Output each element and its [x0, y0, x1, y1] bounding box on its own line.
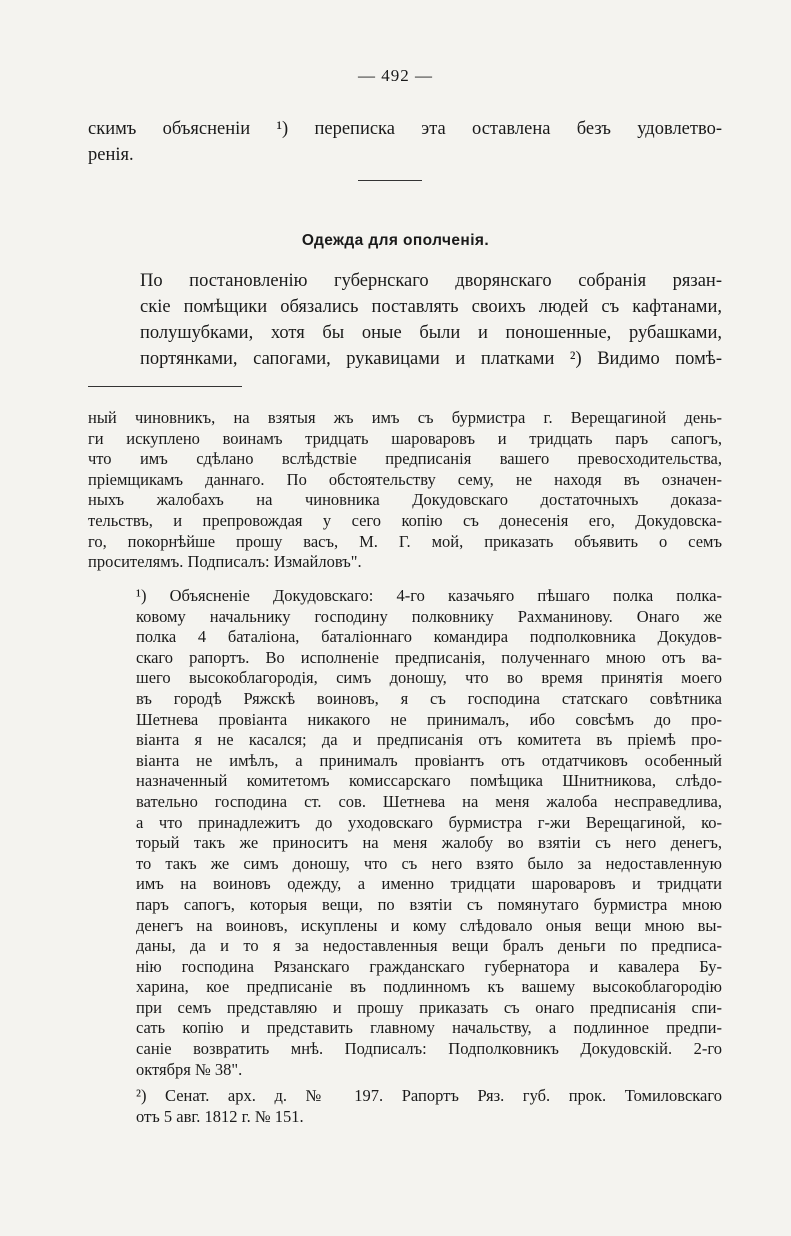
- footnote-line: тельствъ, и препровождая у сего копію съ донесенія его, Докудовска-: [88, 510, 722, 530]
- footnote-line: саніе возвратить мнѣ. Подписалъ: Подполковникъ Докудовскій. 2-го: [136, 1039, 722, 1059]
- text-line: скіе помѣщики обязались поставлять своихъ людей съ кафтанами,: [140, 297, 722, 317]
- footnote-line: отъ 5 авг. 1812 г. № 151.: [136, 1106, 304, 1126]
- text-line: портянками, сапогами, рукавицами и платками ²) Видимо помѣ-: [140, 349, 722, 369]
- footnote-line: паръ сапогъ, которыя вещи, по взятіи съ помянутаго бурмистра мною: [136, 894, 722, 914]
- footnote-line: харина, кое предписаніе въ подлинномъ къ вашему высокоблагородію: [136, 977, 722, 997]
- text-line: полушубками, хотя бы оные были и поношенные, рубашками,: [140, 323, 722, 343]
- main-paragraph: [88, 268, 722, 372]
- footnote-line: нію господина Рязанскаго гражданскаго губернатора и кавалера Бу-: [136, 956, 722, 976]
- page-number: — 492 —: [358, 66, 433, 85]
- footnote-line: денегъ на воиновъ, искуплены и кому слѣдовало оныя вещи мною вы-: [136, 915, 722, 935]
- footnote-line: сать копію и представить главному начальству, а подлинное предпи-: [136, 1018, 722, 1038]
- footnote-line: при семъ представляю и прошу приказать съ онаго предписанія спи-: [136, 997, 722, 1017]
- footnote-line: ги искуплено воинамъ тридцать шароваровъ и тридцать паръ сапогъ,: [88, 428, 722, 448]
- footnote-1: [88, 586, 722, 1080]
- footnote-line: даны, да и то я за недоставленныя вещи бралъ деньги по предписа-: [136, 936, 722, 956]
- text-line: ренія.: [88, 145, 134, 165]
- footnote-line: віанта я не касался; да и предписанія отъ комитета въ пріемѣ про-: [136, 730, 722, 750]
- footnote-line: ныхъ жалобахъ на чиновника Докудовскаго достаточныхъ доказа-: [88, 490, 722, 510]
- footnote-2: [88, 1086, 722, 1127]
- footnote-line: віанта не имѣлъ, а принималъ провіантъ отъ отдатчиковъ особенный: [136, 750, 722, 770]
- footnote-line: ²) Сенат. арх. д. № 197. Рапортъ Ряз. губ. прок. Томиловскаго: [136, 1086, 722, 1105]
- footnote-line: вательно господина ст. сов. Шетнева на меня жалоба несправедлива,: [136, 791, 722, 811]
- footnote-line: а что принадлежитъ до уходовскаго бурмистра г-жи Верещагиной, ко-: [136, 812, 722, 832]
- footnote-line: ный чиновникъ, на взятыя жъ имъ съ бурмистра г. Верещагиной день-: [88, 408, 722, 427]
- section-separator: [358, 180, 422, 181]
- footnote-line: скаго рапортъ. Во исполненіе предписанія, полученнаго мною отъ ва-: [136, 647, 722, 667]
- footnote-line: полка 4 баталіона, баталіоннаго командира подполковника Докудов-: [136, 627, 722, 647]
- footnote-rule: [88, 386, 242, 387]
- footnote-line: то такъ же симъ доношу, что съ него взято было за недоставленную: [136, 853, 722, 873]
- footnote-line: назначенный комитетомъ комиссарскаго помѣщика Шнитникова, слѣдо-: [136, 771, 722, 791]
- footnote-line: что имъ сдѣлано вслѣдствіе предписанія вашего превосходительства,: [88, 449, 722, 469]
- footnote-line: ковому начальнику господину полковнику Рахманинову. Онаго же: [136, 606, 722, 626]
- continued-paragraph: [88, 116, 722, 168]
- footnote-line: просителямъ. Подписалъ: Измайловъ".: [88, 552, 362, 572]
- section-heading: Одежда для ополченія.: [301, 232, 490, 249]
- text-line: скимъ объясненіи ¹) переписка эта оставлена безъ удовлетво-: [88, 119, 722, 139]
- footnote-line: октября № 38".: [136, 1059, 243, 1079]
- text-line: По постановленію губернскаго дворянскаго собранія рязан-: [140, 271, 722, 291]
- footnote-line: торый такъ же приноситъ на меня жалобу во взятіи съ него денегъ,: [136, 833, 722, 853]
- footnote-line: Шетнева провіанта никакого не принималъ, ибо совсѣмъ до про-: [136, 709, 722, 729]
- footnote-line: ¹) Объясненіе Докудовскаго: 4-го казачьяго пѣшаго полка полка-: [136, 586, 722, 605]
- footnote-line: шего высокоблагородія, симъ доношу, что во время принятія моего: [136, 668, 722, 688]
- footnote-continuation: [88, 408, 722, 573]
- footnote-line: го, покорнѣйше прошу васъ, М. Г. мой, приказать объявить о семъ: [88, 531, 722, 551]
- footnote-line: имъ на воиновъ одежду, а именно тридцати шароваровъ и тридцати: [136, 874, 722, 894]
- footnote-line: пріемщикамъ даннаго. По обстоятельству сему, не находя въ означен-: [88, 469, 722, 489]
- footnote-line: въ городѣ Ряжскѣ воиновъ, я съ господина статскаго совѣтника: [136, 688, 722, 708]
